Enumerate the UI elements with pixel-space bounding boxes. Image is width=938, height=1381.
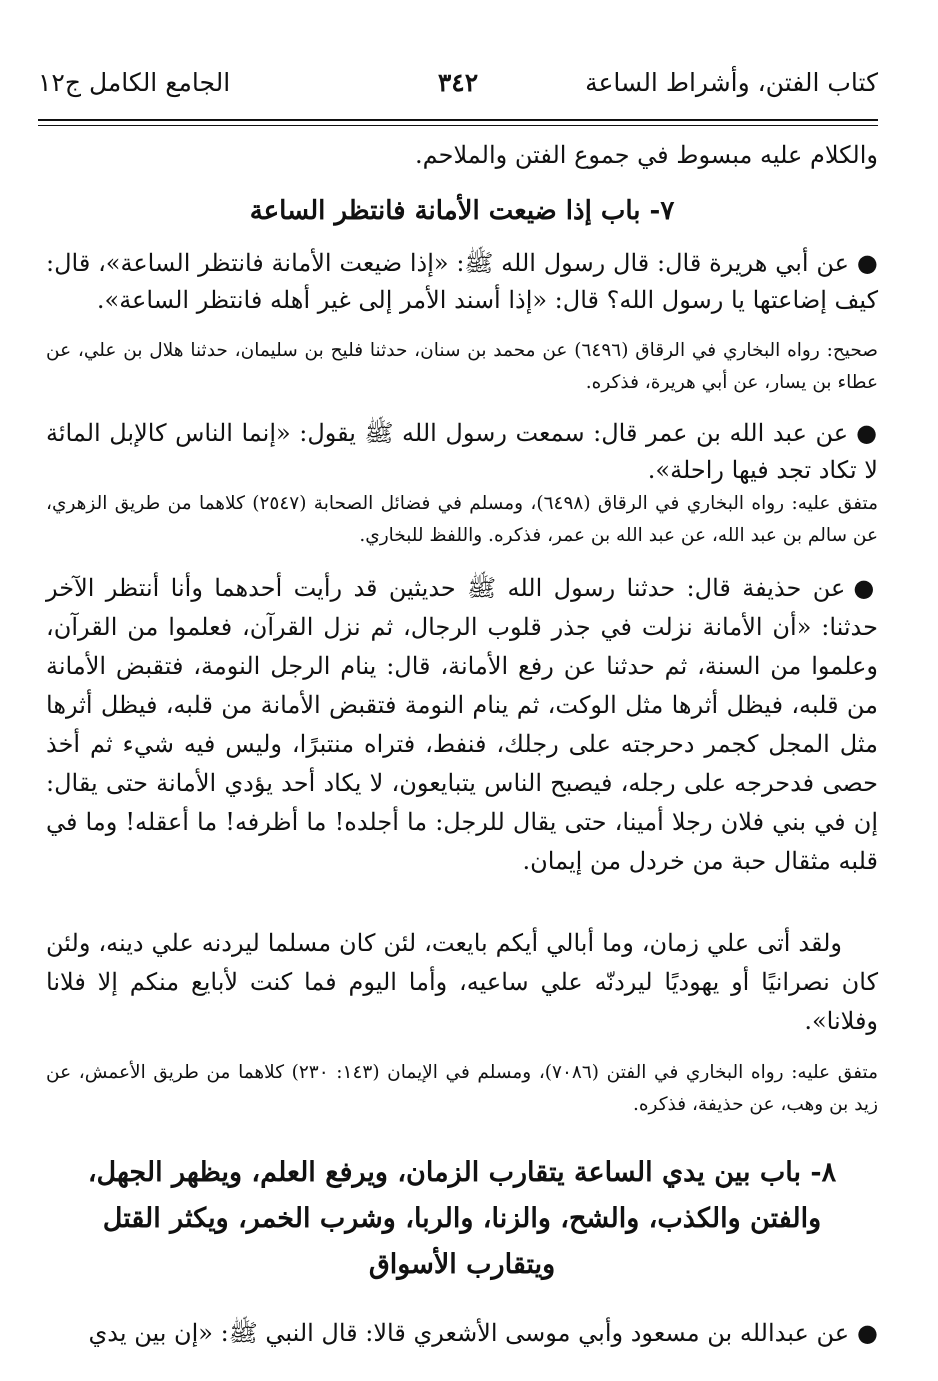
hadith-ibn-umar: ●عن عبد الله بن عمر قال: سمعت رسول الله ﷺ يقول: «إنما الناس كالإبل المائة لا تكاد تجد فيها راحلة». (46, 418, 878, 484)
bullet-icon: ● (857, 1318, 878, 1347)
header-rule-thick (38, 119, 878, 121)
header-book-title: الجامع الكامل ج١٢ (38, 68, 231, 97)
bullet-icon: ● (856, 248, 878, 277)
hadith-ibn-masud-abu-musa: ●عن عبدالله بن مسعود وأبي موسى الأشعري قالا: قال النبي ﷺ: «إن بين يدي (88, 1318, 878, 1347)
takhrij-note-3: متفق عليه: رواه البخاري في الفتن (٧٠٨٦)، ومسلم في الإيمان (١٤٣: ٢٣٠) كلاهما من طريق الأعمش، عن زيد بن وهب، عن حذيفة، فذكره. (46, 1062, 878, 1115)
header-book-section: كتاب الفتن، وأشراط الساعة (585, 68, 878, 97)
intro-line: والكلام عليه مبسوط في جموع الفتن والملاحم. (415, 141, 878, 169)
hadith-hudhayfah-continued: ولقد أتى علي زمان، وما أبالي أيكم بايعت، لئن كان مسلما ليردنه علي دينه، ولئن كان نصرانيًا أو يهوديًا ليردنّه علي ساعيه، وأما اليوم فما كنت لأبايع منكم إلا فلانا وفلانا». (46, 929, 878, 1035)
takhrij-note-2: متفق عليه: رواه البخاري في الرقاق (٦٤٩٨)، ومسلم في فضائل الصحابة (٢٥٤٧) كلاهما من طريق الزهري، عن سالم بن عبد الله، عن عبد الله بن عمر، فذكره. واللفظ للبخاري. (46, 493, 878, 546)
bullet-icon: ● (853, 573, 878, 602)
takhrij-note-1: صحيح: رواه البخاري في الرقاق (٦٤٩٦) عن محمد بن سنان، حدثنا فليح بن سليمان، حدثنا هلال بن علي، عن عطاء بن يسار، عن أبي هريرة، فذكره. (46, 340, 879, 393)
page-header (38, 68, 878, 108)
bullet-icon: ● (856, 418, 878, 447)
page-number: ٣٤٢ (437, 68, 479, 97)
chapter-8-heading: ٨- باب بين يدي الساعة يتقارب الزمان، ويرفع العلم، ويظهر الجهل، والفتن والكذب، والشح، والزنا، والربا، وشرب الخمر، ويكثر القتل ويتقارب الأسواق (87, 1157, 837, 1280)
hadith-abu-hurairah: ●عن أبي هريرة قال: قال رسول الله ﷺ: «إذا ضيعت الأمانة فانتظر الساعة»، قال: كيف إضاعتها يا رسول الله؟ قال: «إذا أسند الأمر إلى غير أهله فانتظر الساعة». (46, 248, 878, 314)
hadith-hudhayfah: ●عن حذيفة قال: حدثنا رسول الله ﷺ حديثين قد رأيت أحدهما وأنا أنتظر الآخر حدثنا: «أن الأمانة نزلت في جذر قلوب الرجال، ثم نزل القرآن، فعلموا من القرآن، وعلموا من السنة، ثم حدثنا عن رفع الأمانة، قال: ينام الرجل النومة، فتقبض الأمانة من قلبه، فيظل أثرها مثل الوكت، ثم ينام النومة فتقبض الأمانة من قلبه، فيظل أثرها مثل المجل كجمر دحرجته على رجلك، فنفط، فتراه منتبرًا، وليس فيه شيء ثم أخذ حصى فدحرجه على رجله، فيصبح الناس يتبايعون، لا يكاد أحد يؤدي الأمانة حتى يقال: إن في بني فلان رجلا أمينا، حتى يقال للرجل: ما أجلده! ما أظرفه! ما أعقله! وما في قلبه مثقال حبة من خردل من إيمان. (46, 573, 879, 875)
chapter-7-heading: ٧- باب إذا ضيعت الأمانة فانتظر الساعة (249, 196, 675, 226)
header-rule-thin (38, 125, 878, 126)
